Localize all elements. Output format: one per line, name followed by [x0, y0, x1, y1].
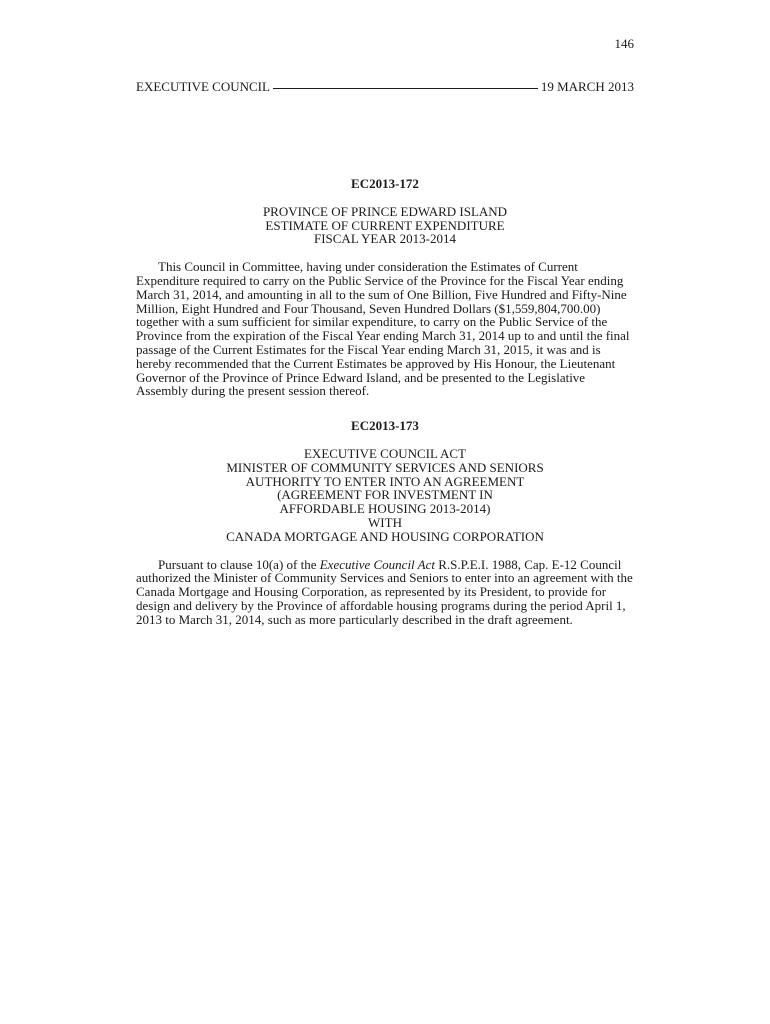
- order-title-line: PROVINCE OF PRINCE EDWARD ISLAND: [262, 203, 508, 219]
- act-name-italic: Executive Council Act: [319, 556, 436, 572]
- order-number: EC2013-172: [351, 176, 419, 191]
- order-ec2013-172: [136, 177, 634, 398]
- order-title-line: FISCAL YEAR 2013-2014: [313, 231, 457, 247]
- order-title-line: AFFORDABLE HOUSING 2013-2014): [279, 501, 491, 517]
- order-title: [136, 447, 634, 544]
- order-body-text: R.S.P.E.I. 1988, Cap. E-12 Council authorized the Minister of Community Services and Seniors to enter into an agreement with the Canada Mortgage and Housing Corporation, as represented by its President, to provide for design and delivery by the Province of affordable housing programs during the period April 1, 2013 to March 31, 2014, such as more particularly described in the draft agreement.: [136, 556, 633, 627]
- running-header: [136, 79, 634, 95]
- order-body-text: Pursuant to clause 10(a) of the: [158, 556, 320, 572]
- document-content: [136, 177, 634, 627]
- header-rule: [273, 88, 538, 89]
- header-date: 19 MARCH 2013: [540, 79, 634, 94]
- order-body: This Council in Committee, having under consideration the Estimates of Current Expenditure required to carry on the Public Service of the Province for the Fiscal Year ending March 31, 2014, and amounting in all to the sum of One Billion, Five Hundred and Fifty-Nine Million, Eight Hundred and Four Thousand, Seven Hundred Dollars ($1,559,804,700.00) together with a sum sufficient for similar expenditure, to carry on the Public Service of the Province from the expiration of the Fiscal Year ending March 31, 2014 up to and until the final passage of the Current Estimates for the Fiscal Year ending March 31, 2015, it was and is hereby recommended that the Current Estimates be approved by His Honour, the Lieutenant Governor of the Province of Prince Edward Island, and be presented to the Legislative Assembly during the present session thereof.: [136, 259, 630, 399]
- order-title: [136, 205, 634, 246]
- order-title-line: AUTHORITY TO ENTER INTO AN AGREEMENT: [245, 473, 525, 489]
- order-title-line: CANADA MORTGAGE AND HOUSING CORPORATION: [226, 528, 544, 544]
- order-ec2013-173: [136, 419, 634, 626]
- header-left-title: EXECUTIVE COUNCIL: [136, 79, 270, 94]
- order-body: [136, 558, 634, 627]
- order-title-line: MINISTER OF COMMUNITY SERVICES AND SENIORS: [226, 459, 544, 475]
- order-title-line: (AGREEMENT FOR INVESTMENT IN: [277, 487, 493, 503]
- order-title-line: EXECUTIVE COUNCIL ACT: [303, 445, 466, 461]
- order-number: EC2013-173: [351, 418, 419, 434]
- order-title-line: ESTIMATE OF CURRENT EXPENDITURE: [265, 217, 505, 233]
- order-title-line: WITH: [368, 514, 402, 530]
- page-number: 146: [614, 36, 634, 51]
